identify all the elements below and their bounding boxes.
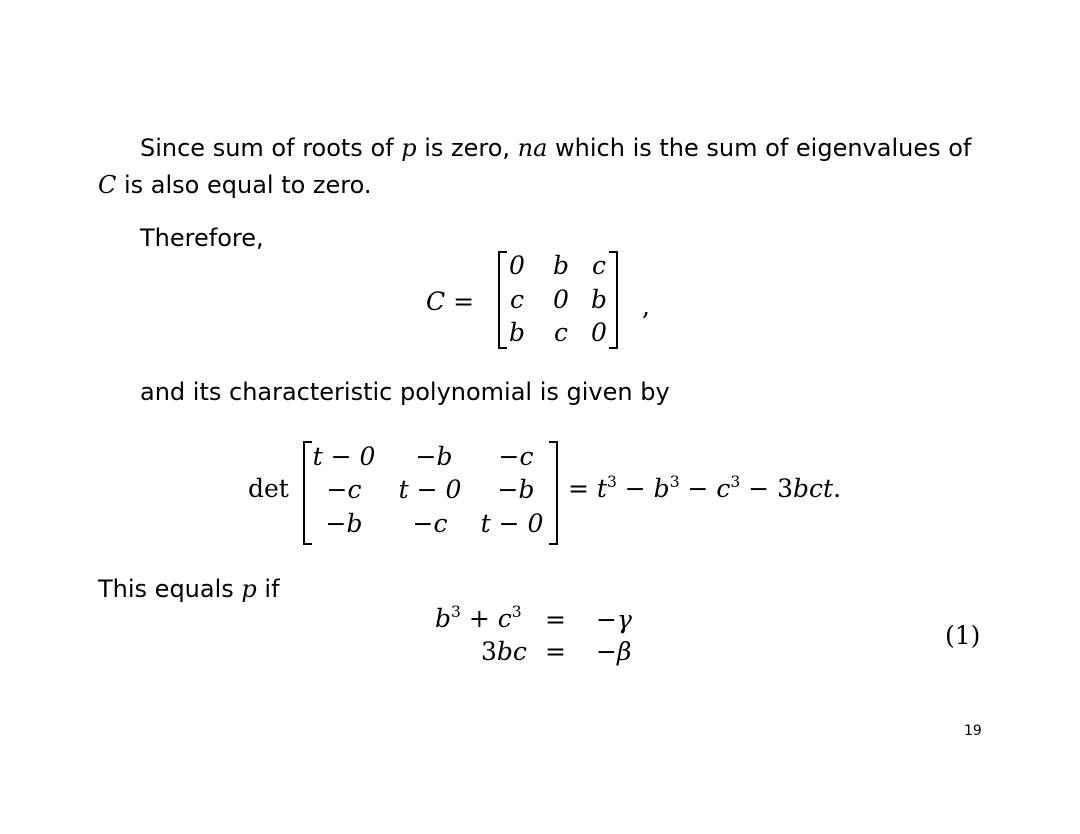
paragraph-line-1	[140, 131, 971, 165]
math-operator: −	[596, 605, 617, 634]
det-cell: −c	[326, 475, 362, 504]
det-cell: −b	[415, 442, 453, 471]
math-variable: p	[241, 575, 257, 603]
math-operator: −	[679, 474, 717, 503]
page-number: 19	[964, 723, 982, 739]
math-variable: c	[497, 604, 512, 633]
paragraph-line-2	[98, 168, 372, 202]
math-exponent: 3	[730, 473, 741, 492]
det-cell: −b	[325, 509, 363, 538]
text-segment: This equals	[98, 575, 242, 603]
matrix-cell: 0	[553, 285, 569, 314]
matrix-trailing-comma: ,	[642, 292, 650, 321]
text-segment: which is the sum of eigenvalues of	[547, 134, 972, 162]
system-row-1-eq: =	[545, 605, 566, 634]
math-variable: C	[98, 171, 117, 199]
matrix-cell: 0	[509, 251, 525, 280]
equation-number: (1)	[945, 621, 981, 650]
det-rhs	[568, 474, 841, 503]
system-row-1-rhs	[596, 605, 632, 634]
math-variable: p	[401, 134, 417, 162]
right-bracket	[609, 251, 618, 349]
math-operator: =	[568, 474, 597, 503]
det-cell: −c	[412, 509, 448, 538]
math-variable: b	[435, 604, 452, 633]
math-variable: c	[716, 474, 731, 503]
system-row-2-rhs	[596, 637, 631, 666]
math-variable: t	[596, 474, 607, 503]
math-variable: bc	[496, 637, 527, 666]
text-segment: is also equal to zero.	[116, 171, 372, 199]
left-bracket	[498, 251, 507, 349]
det-cell: t − 0	[480, 509, 544, 538]
math-variable: γ	[616, 605, 632, 634]
math-exponent: 3	[451, 603, 461, 622]
det-cell: t − 0	[398, 475, 462, 504]
matrix-cell: b	[590, 285, 607, 314]
matrix-cell: b	[508, 318, 525, 347]
text-segment: Since sum of roots of	[140, 134, 402, 162]
math-variable: β	[616, 637, 632, 666]
characteristic-text: and its characteristic polynomial is given by	[140, 378, 670, 406]
det-cell: −b	[497, 475, 535, 504]
det-cell: −c	[498, 442, 534, 471]
math-operator: −	[596, 637, 617, 666]
text-segment: if	[256, 575, 280, 603]
text-segment: is zero,	[416, 134, 518, 162]
therefore-text: Therefore,	[140, 224, 264, 252]
matrix-c-lhs: C =	[426, 287, 475, 316]
condition-text	[98, 572, 280, 606]
math-exponent: 3	[669, 473, 680, 492]
matrix-cell: c	[553, 318, 568, 347]
matrix-cell: c	[591, 251, 606, 280]
det-cell: t − 0	[312, 442, 376, 471]
matrix-cell: b	[552, 251, 569, 280]
math-variable: b	[653, 474, 670, 503]
matrix-cell: c	[509, 285, 524, 314]
math-variable: bct	[793, 474, 834, 503]
math-operator: − 3	[740, 474, 794, 503]
math-operator: +	[460, 604, 498, 633]
system-row-2-eq: =	[545, 637, 566, 666]
math-operator: −	[616, 474, 654, 503]
math-variable: na	[517, 134, 548, 162]
system-row-2-lhs	[481, 637, 527, 666]
math-number: 3	[481, 637, 497, 666]
math-punctuation: .	[833, 474, 842, 503]
det-operator: det	[248, 474, 289, 503]
math-exponent: 3	[606, 473, 617, 492]
system-row-1-lhs	[435, 604, 522, 633]
math-exponent: 3	[511, 603, 522, 622]
matrix-cell: 0	[591, 318, 607, 347]
